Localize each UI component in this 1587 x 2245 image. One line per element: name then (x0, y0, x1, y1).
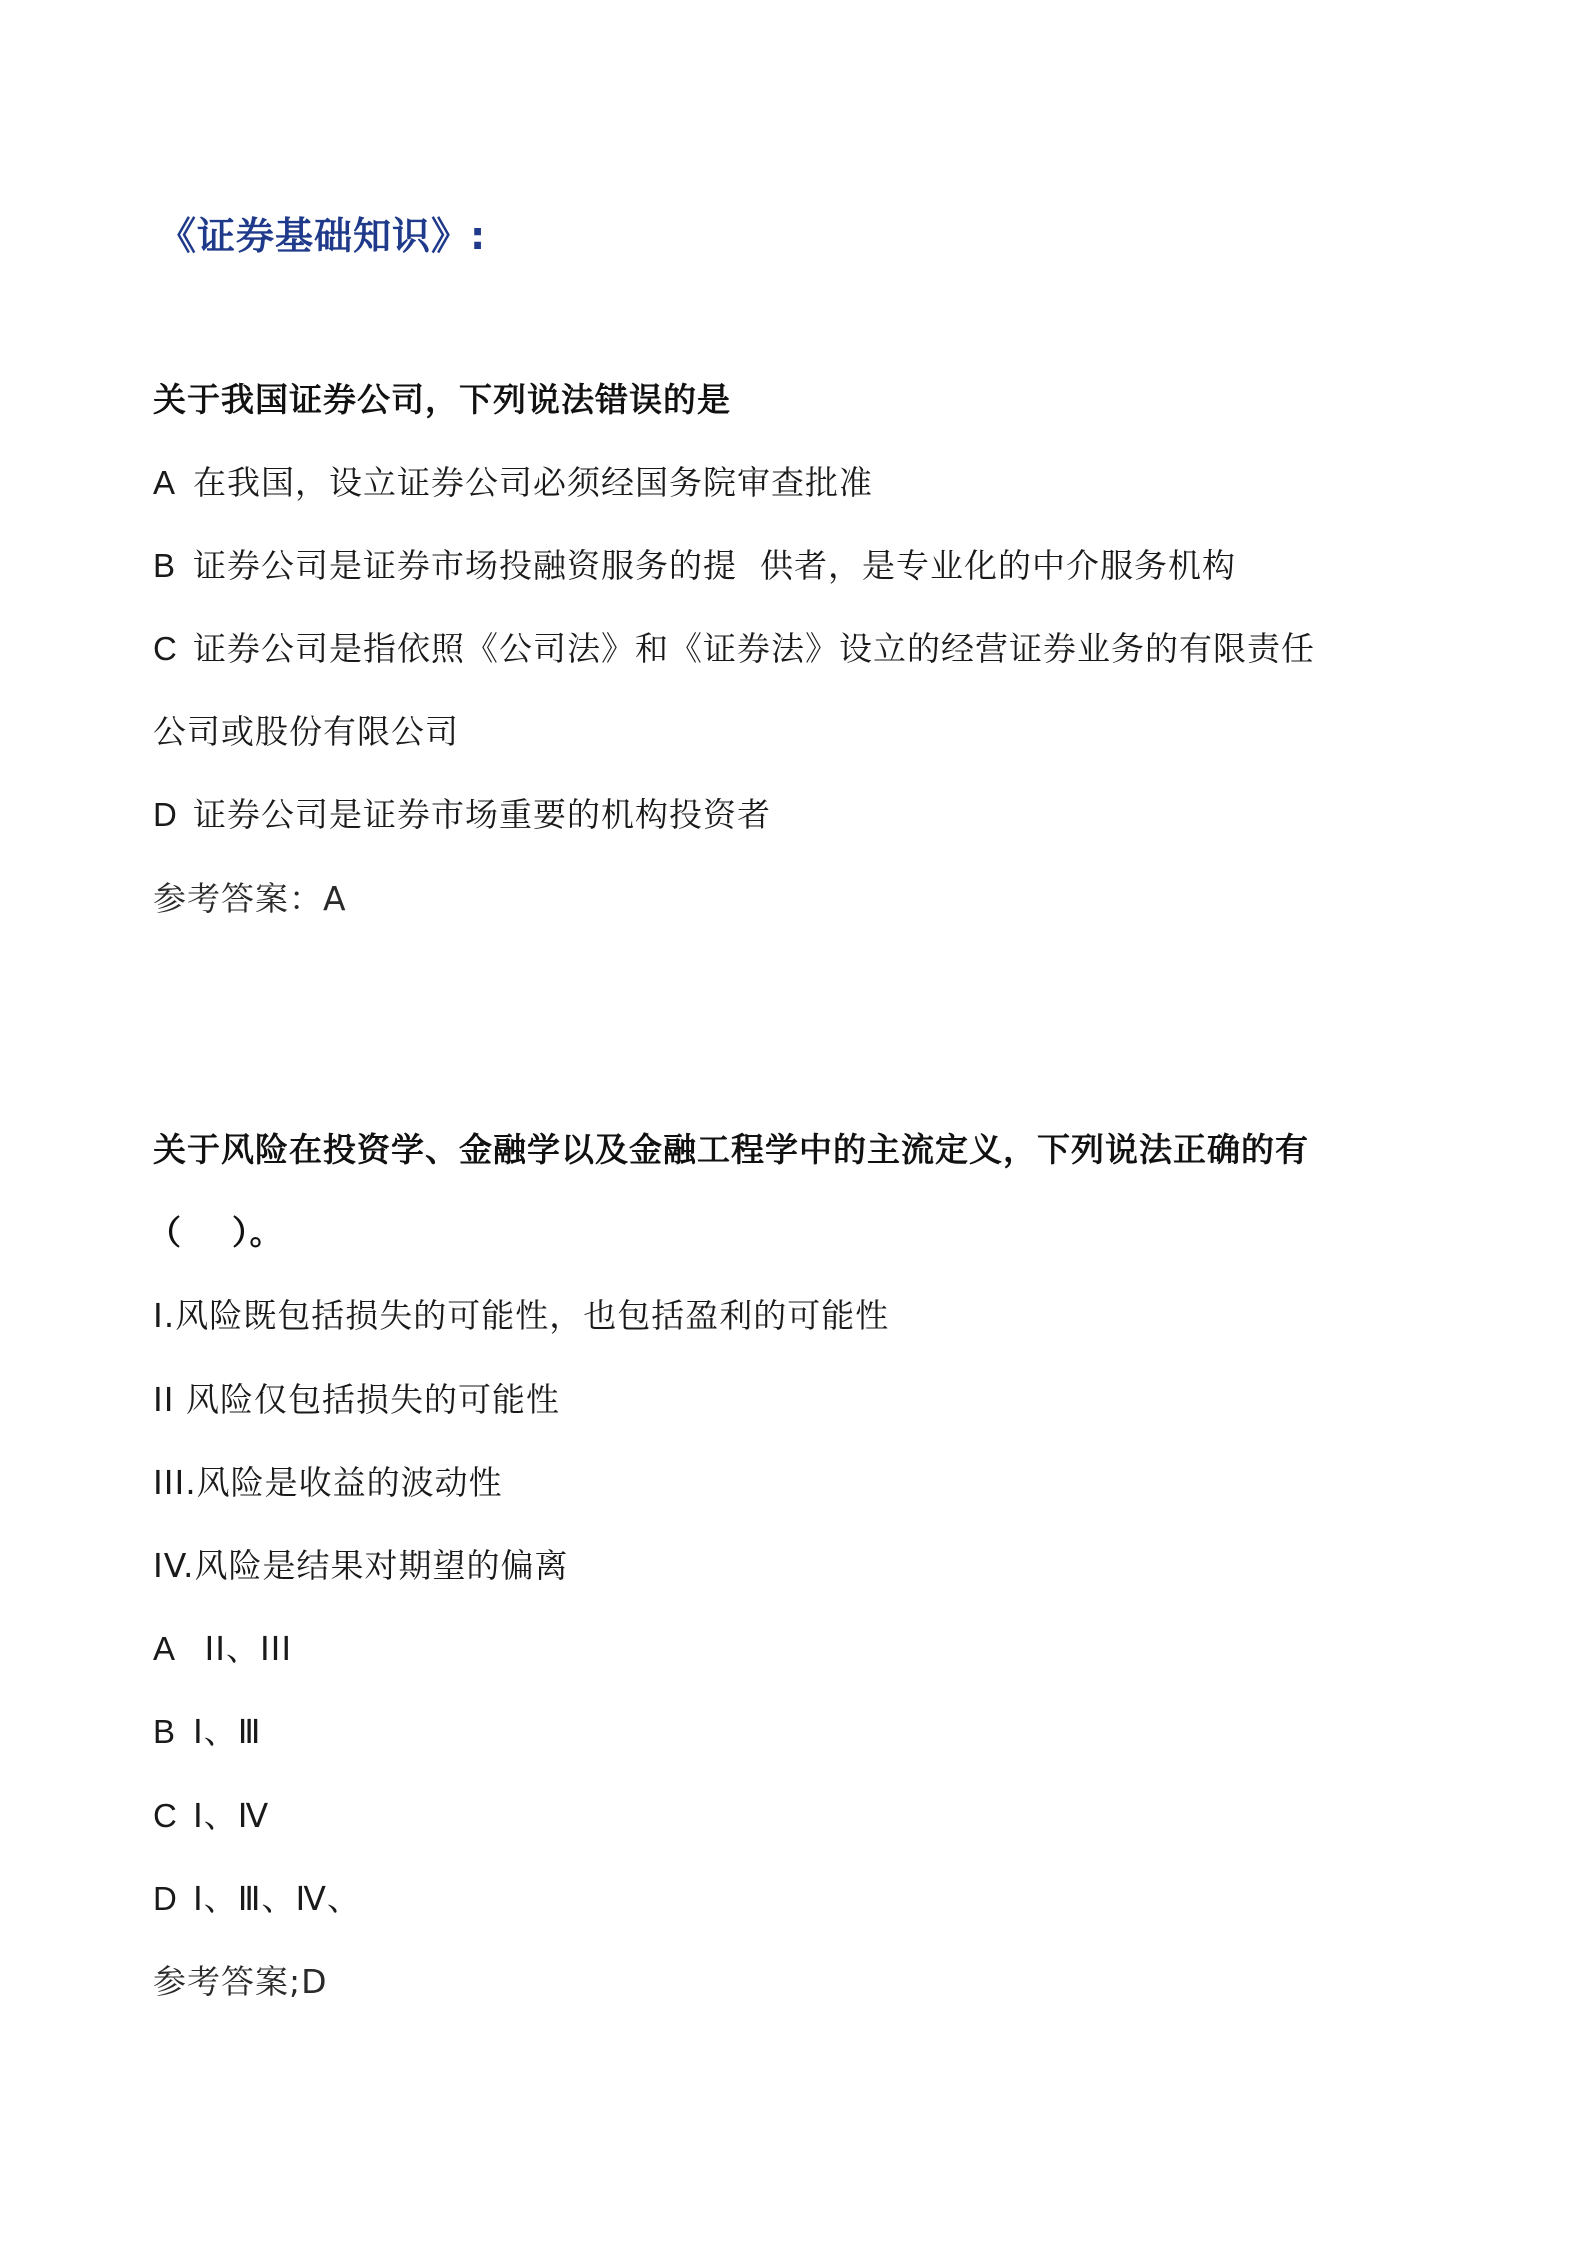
option-text: 证券公司是指依照《公司法》和《证券法》设立的经营证券业务的有限责任 (193, 629, 1315, 668)
question-2-statement-1: I.风险既包括损失的可能性，也包括盈利的可能性 (153, 1296, 890, 1335)
question-2-option-d (153, 1879, 361, 1919)
question-2-stem-continuation: （ ）。 (148, 1213, 284, 1252)
question-1-option-a (153, 463, 873, 503)
question-1-option-d (153, 795, 771, 835)
question-2-statement-3: III.风险是收益的波动性 (153, 1463, 503, 1502)
question-1-option-c-continuation: 公司或股份有限公司 (153, 712, 459, 751)
question-2-option-b (153, 1712, 261, 1752)
option-text: Ⅰ、Ⅲ、Ⅳ、 (193, 1879, 361, 1918)
question-2-answer: 参考答案;D (153, 1962, 328, 2001)
question-1-option-b (153, 546, 1236, 586)
option-text: II、III (193, 1629, 293, 1668)
option-letter: D (153, 796, 178, 833)
option-letter: A (153, 464, 177, 501)
question-2-stem: 关于风险在投资学、金融学以及金融工程学中的主流定义，下列说法正确的有 (153, 1130, 1309, 1169)
option-text: 在我国，设立证券公司必须经国务院审查批准 (193, 463, 873, 502)
question-2-statement-4: IV.风险是结果对期望的偏离 (153, 1546, 569, 1585)
option-text: Ⅰ、Ⅳ (193, 1796, 270, 1835)
option-text: Ⅰ、Ⅲ (193, 1712, 262, 1751)
option-letter: B (153, 547, 177, 584)
option-letter: C (153, 1797, 178, 1834)
question-1-stem: 关于我国证券公司，下列说法错误的是 (153, 380, 731, 419)
option-text: 证券公司是证券市场重要的机构投资者 (193, 795, 771, 834)
option-letter: B (153, 1713, 177, 1750)
document-title: 《证券基础知识》: (158, 214, 487, 258)
question-1-option-c (153, 629, 1315, 669)
question-2-option-c (153, 1796, 269, 1836)
question-2-statement-2: II 风险仅包括损失的可能性 (153, 1380, 560, 1419)
option-letter: C (153, 630, 178, 667)
question-1-answer: 参考答案：A (153, 879, 347, 918)
option-letter: A (153, 1630, 177, 1667)
question-2-option-a (153, 1629, 292, 1669)
option-text: 证券公司是证券市场投融资服务的提 供者，是专业化的中介服务机构 (193, 546, 1236, 585)
option-letter: D (153, 1880, 178, 1917)
